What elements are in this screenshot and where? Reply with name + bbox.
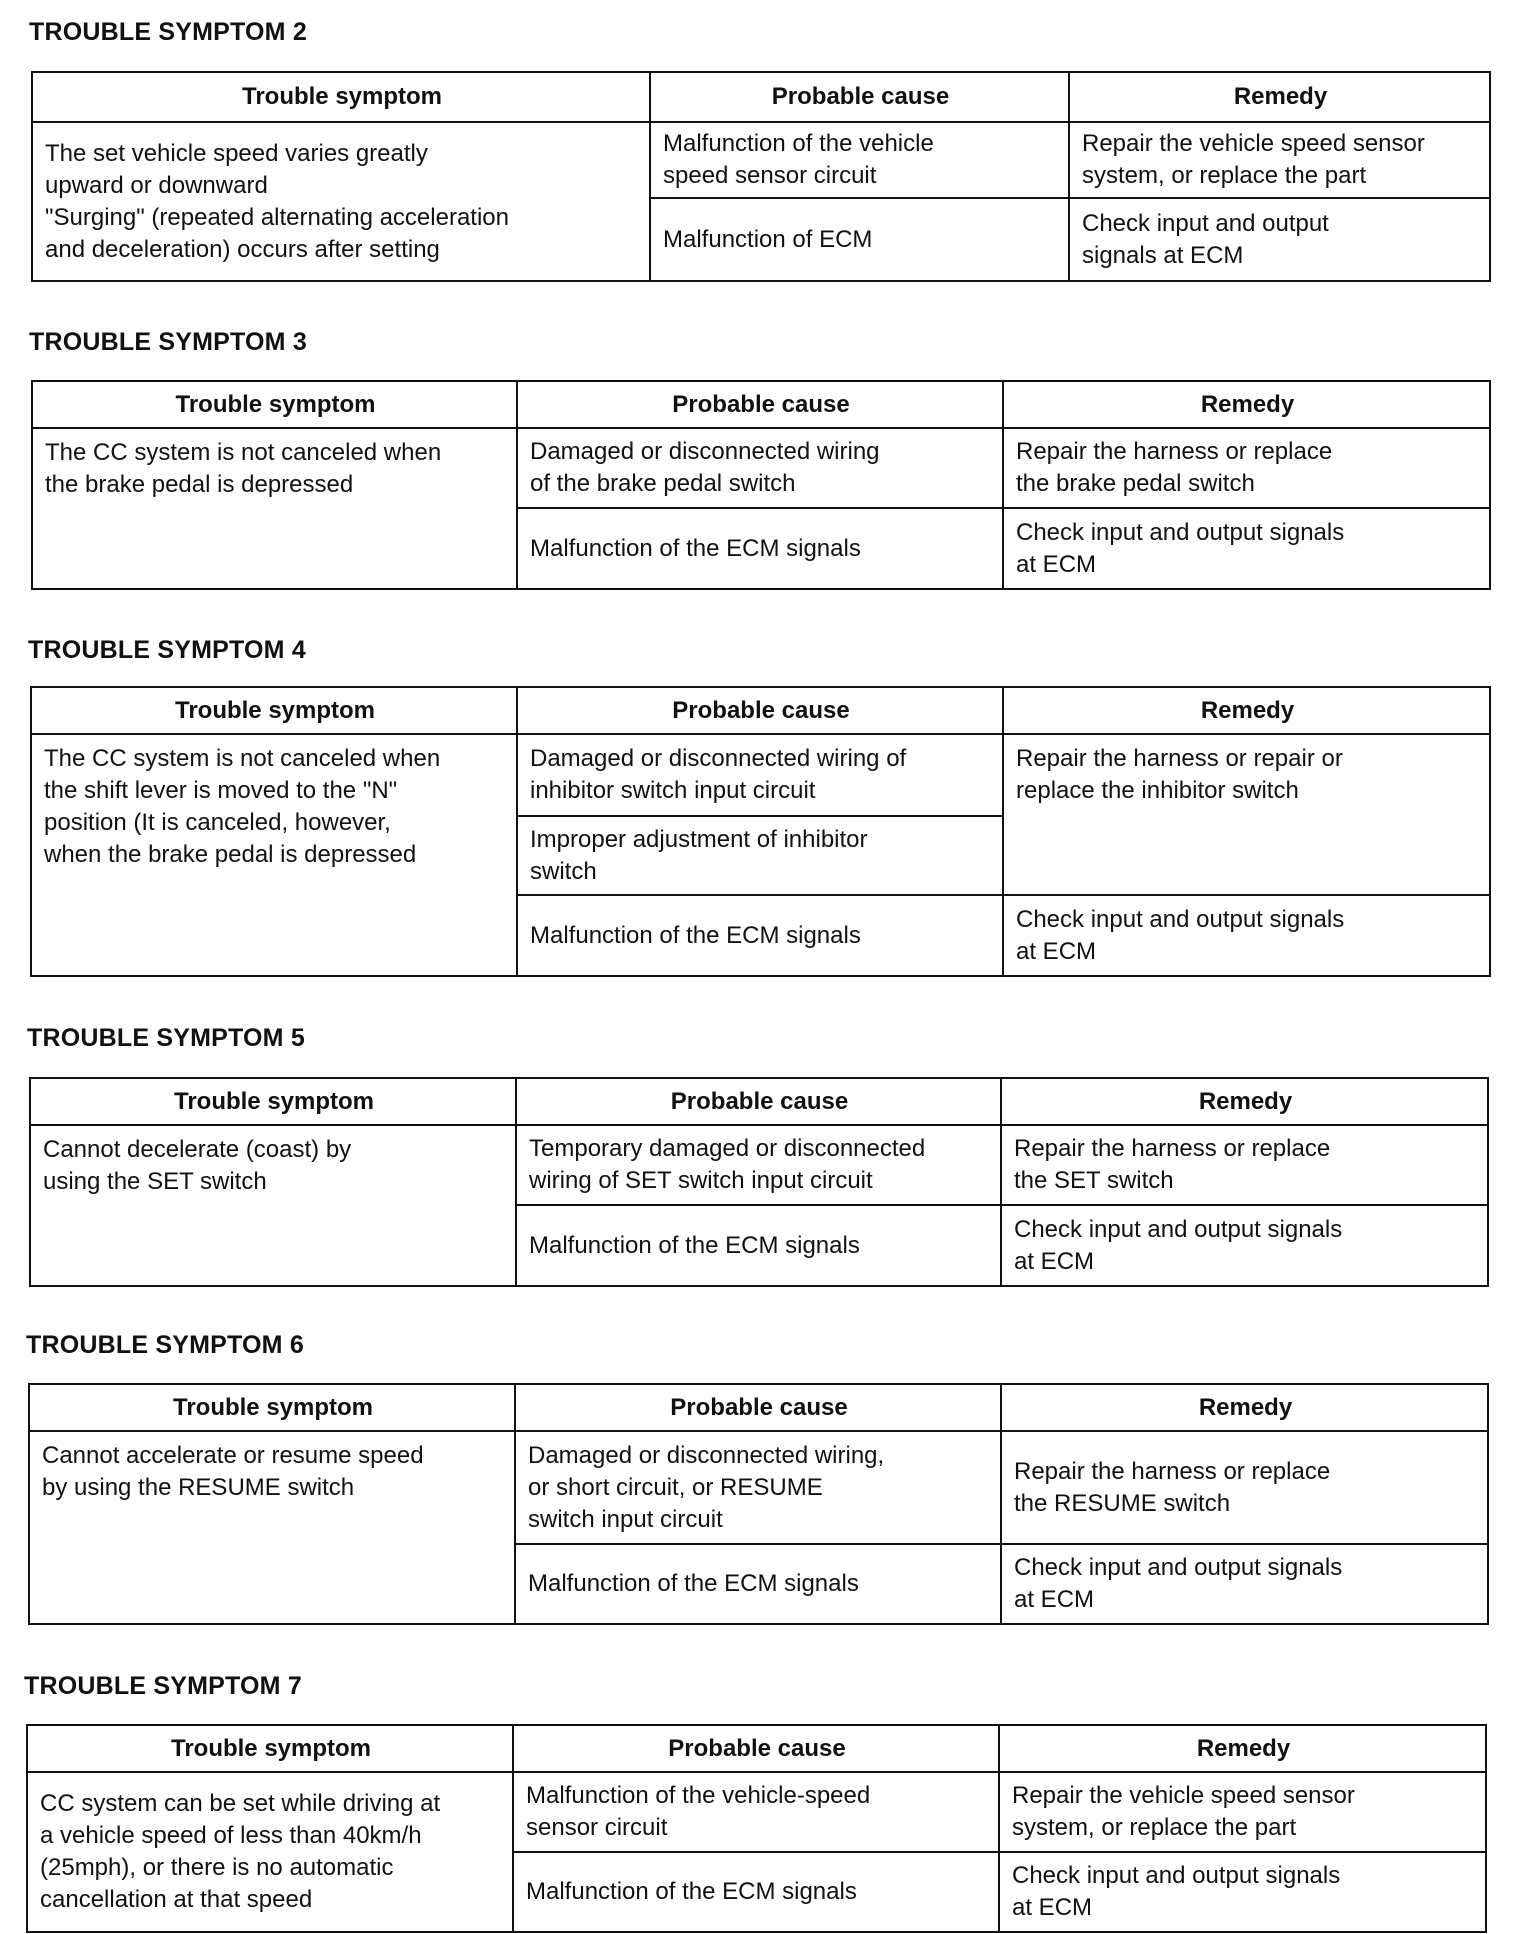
cause-cell: Temporary damaged or disconnected wiring of SET switch input circuit (516, 1125, 1001, 1205)
section-title: TROUBLE SYMPTOM 3 (29, 328, 307, 356)
remedy-cell: Repair the harness or replace the RESUME switch (1001, 1431, 1488, 1544)
section-title: TROUBLE SYMPTOM 6 (26, 1331, 304, 1359)
trouble-table (29, 1077, 1489, 1287)
symptom-cell: The set vehicle speed varies greatly upward or downward "Surging" (repeated alternating acceleration and deceleration) occurs after setting (32, 122, 650, 281)
header-row (32, 381, 1490, 428)
trouble-table (30, 686, 1491, 977)
cause-cell: Damaged or disconnected wiring of the brake pedal switch (517, 428, 1003, 508)
table-row (29, 1431, 1488, 1544)
remedy-cell: Check input and output signals at ECM (1003, 895, 1490, 976)
trouble-table (31, 380, 1491, 590)
remedy-cell: Repair the harness or replace the SET switch (1001, 1125, 1488, 1205)
cause-cell: Improper adjustment of inhibitor switch (517, 816, 1003, 895)
symptom-cell: Cannot decelerate (coast) by using the SET switch (30, 1125, 516, 1286)
header-remedy: Remedy (999, 1725, 1486, 1772)
table-row (27, 1772, 1486, 1852)
header-trouble-symptom: Trouble symptom (27, 1725, 513, 1772)
header-probable-cause: Probable cause (517, 687, 1003, 734)
header-remedy: Remedy (1001, 1078, 1488, 1125)
cause-cell: Malfunction of the ECM signals (515, 1544, 1001, 1624)
header-row (29, 1384, 1488, 1431)
symptom-cell: CC system can be set while driving at a vehicle speed of less than 40km/h (25mph), or there is no automatic cancellation at that speed (27, 1772, 513, 1932)
cause-cell: Malfunction of the ECM signals (516, 1205, 1001, 1286)
header-row (27, 1725, 1486, 1772)
cause-cell: Malfunction of ECM (650, 198, 1069, 281)
remedy-cell: Check input and output signals at ECM (1003, 508, 1490, 589)
trouble-table (31, 71, 1491, 282)
section-title: TROUBLE SYMPTOM 4 (28, 636, 306, 664)
header-probable-cause: Probable cause (513, 1725, 999, 1772)
header-remedy: Remedy (1003, 687, 1490, 734)
cause-cell: Malfunction of the ECM signals (517, 895, 1003, 976)
header-row (30, 1078, 1488, 1125)
remedy-cell: Repair the harness or replace the brake pedal switch (1003, 428, 1490, 508)
cause-cell: Malfunction of the vehicle-speed sensor circuit (513, 1772, 999, 1852)
header-trouble-symptom: Trouble symptom (29, 1384, 515, 1431)
header-row (32, 72, 1490, 122)
remedy-cell: Repair the vehicle speed sensor system, or replace the part (1069, 122, 1490, 198)
remedy-cell: Check input and output signals at ECM (1001, 1544, 1488, 1624)
remedy-cell: Check input and output signals at ECM (1001, 1205, 1488, 1286)
remedy-cell: Check input and output signals at ECM (1069, 198, 1490, 281)
header-remedy: Remedy (1003, 381, 1490, 428)
trouble-table (26, 1724, 1487, 1933)
symptom-cell: The CC system is not canceled when the shift lever is moved to the "N" position (It is canceled, however, when the brake pedal is depressed (31, 734, 517, 976)
table-row (30, 1125, 1488, 1205)
cause-cell: Damaged or disconnected wiring, or short circuit, or RESUME switch input circuit (515, 1431, 1001, 1544)
remedy-cell: Check input and output signals at ECM (999, 1852, 1486, 1932)
trouble-table (28, 1383, 1489, 1625)
cause-cell: Damaged or disconnected wiring of inhibitor switch input circuit (517, 734, 1003, 816)
header-remedy: Remedy (1001, 1384, 1488, 1431)
header-row (31, 687, 1490, 734)
header-probable-cause: Probable cause (517, 381, 1003, 428)
header-trouble-symptom: Trouble symptom (30, 1078, 516, 1125)
section-title: TROUBLE SYMPTOM 5 (27, 1024, 305, 1052)
remedy-cell: Repair the vehicle speed sensor system, or replace the part (999, 1772, 1486, 1852)
table-row (31, 734, 1490, 816)
header-probable-cause: Probable cause (650, 72, 1069, 122)
header-trouble-symptom: Trouble symptom (32, 72, 650, 122)
section-title: TROUBLE SYMPTOM 2 (29, 18, 307, 46)
header-remedy: Remedy (1069, 72, 1490, 122)
cause-cell: Malfunction of the ECM signals (517, 508, 1003, 589)
cause-cell: Malfunction of the ECM signals (513, 1852, 999, 1932)
header-trouble-symptom: Trouble symptom (32, 381, 517, 428)
header-probable-cause: Probable cause (516, 1078, 1001, 1125)
symptom-cell: The CC system is not canceled when the brake pedal is depressed (32, 428, 517, 589)
table-row (32, 428, 1490, 508)
symptom-cell: Cannot accelerate or resume speed by using the RESUME switch (29, 1431, 515, 1624)
header-trouble-symptom: Trouble symptom (31, 687, 517, 734)
section-title: TROUBLE SYMPTOM 7 (24, 1672, 302, 1700)
table-row (32, 122, 1490, 198)
header-probable-cause: Probable cause (515, 1384, 1001, 1431)
cause-cell: Malfunction of the vehicle speed sensor circuit (650, 122, 1069, 198)
remedy-cell: Repair the harness or repair or replace the inhibitor switch (1003, 734, 1490, 895)
